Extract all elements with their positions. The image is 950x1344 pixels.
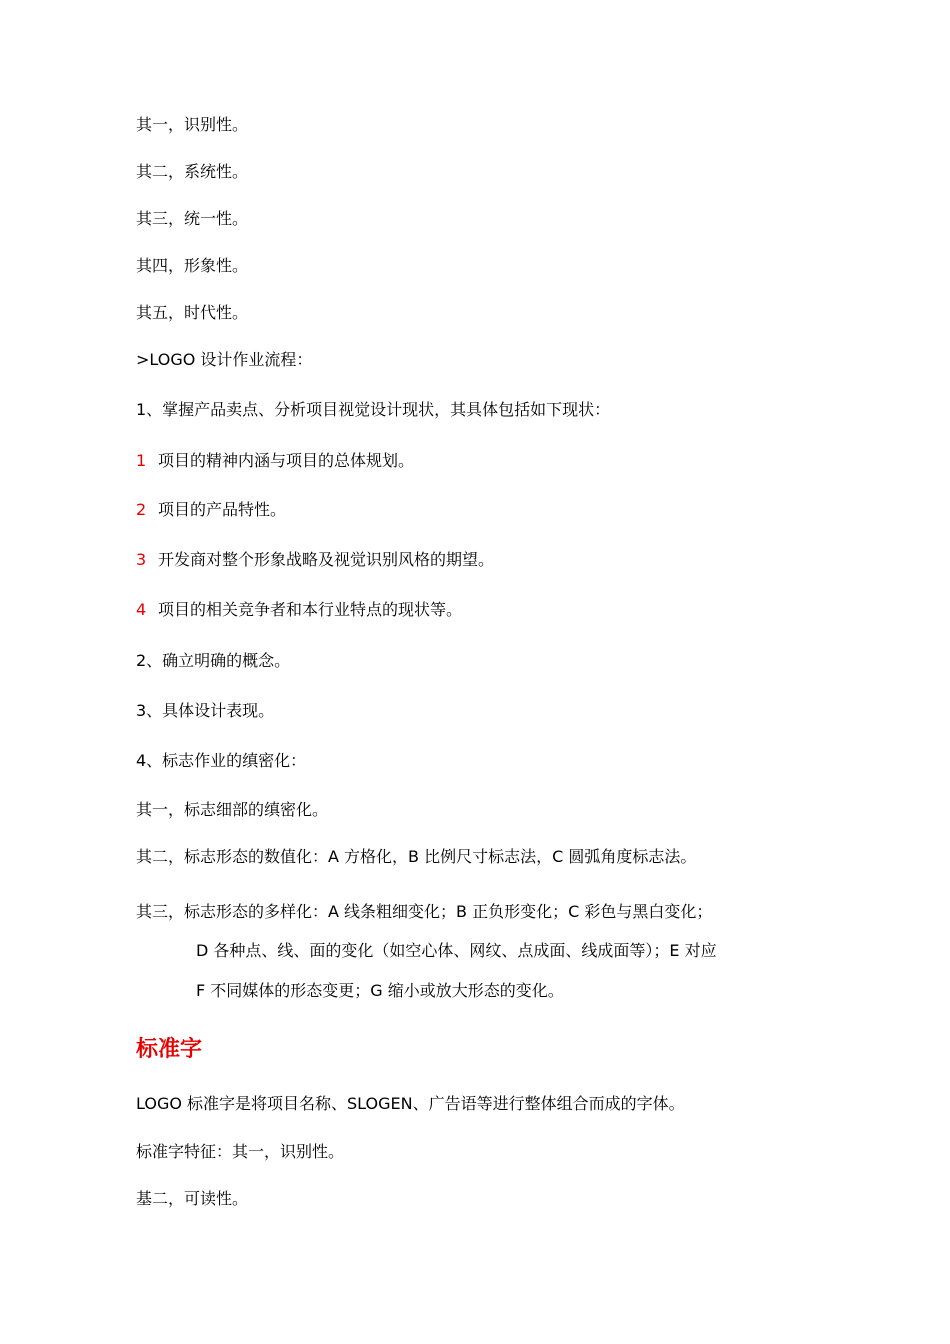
text-line: 其一，标志细部的缜密化。 — [136, 800, 329, 819]
item-text: 项目的产品特性。 — [158, 500, 287, 519]
item-text: 项目的精神内涵与项目的总体规划。 — [158, 451, 415, 470]
text-line: 其四，形象性。 — [136, 256, 249, 275]
indented-line: D 各种点、线、面的变化（如空心体、网纹、点成面、线成面等）；E 对应 — [196, 941, 717, 960]
text-line: 其三，统一性。 — [136, 209, 249, 228]
text-line: 4、标志作业的缜密化： — [136, 751, 307, 770]
text-line: 其二，标志形态的数值化：A 方格化，B 比例尺寸标志法，C 圆弧角度标志法。 — [136, 847, 697, 866]
text-line: 基二，可读性。 — [136, 1189, 249, 1208]
text-line: 1、掌握产品卖点、分析项目视觉设计现状，其具体包括如下现状： — [136, 400, 611, 419]
numbered-item — [136, 600, 462, 620]
text-line: 标准字特征：其一，识别性。 — [136, 1142, 345, 1161]
item-text: 开发商对整个形象战略及视觉识别风格的期望。 — [158, 550, 495, 569]
text-line: LOGO 标准字是将项目名称、SLOGEN、广告语等进行整体组合而成的字体。 — [136, 1094, 685, 1113]
text-line: 其五，时代性。 — [136, 303, 249, 322]
indented-line: F 不同媒体的形态变更；G 缩小或放大形态的变化。 — [196, 981, 564, 1000]
item-number: 1 — [136, 451, 147, 470]
item-text: 项目的相关竞争者和本行业特点的现状等。 — [158, 600, 463, 619]
text-line: 其一，识别性。 — [136, 115, 249, 134]
section-heading: 标准字 — [136, 1037, 203, 1062]
text-line: 3、具体设计表现。 — [136, 701, 275, 720]
text-line: 其三，标志形态的多样化：A 线条粗细变化；B 正负形变化；C 彩色与黑白变化； — [136, 902, 713, 921]
text-line: 其二，系统性。 — [136, 162, 249, 181]
text-line: >LOGO 设计作业流程： — [136, 350, 313, 369]
numbered-item — [136, 550, 494, 570]
text-line: 2、确立明确的概念。 — [136, 651, 291, 670]
item-number: 2 — [136, 500, 147, 519]
numbered-item — [136, 500, 286, 520]
item-number: 3 — [136, 550, 147, 569]
numbered-item — [136, 451, 414, 471]
item-number: 4 — [136, 600, 147, 619]
